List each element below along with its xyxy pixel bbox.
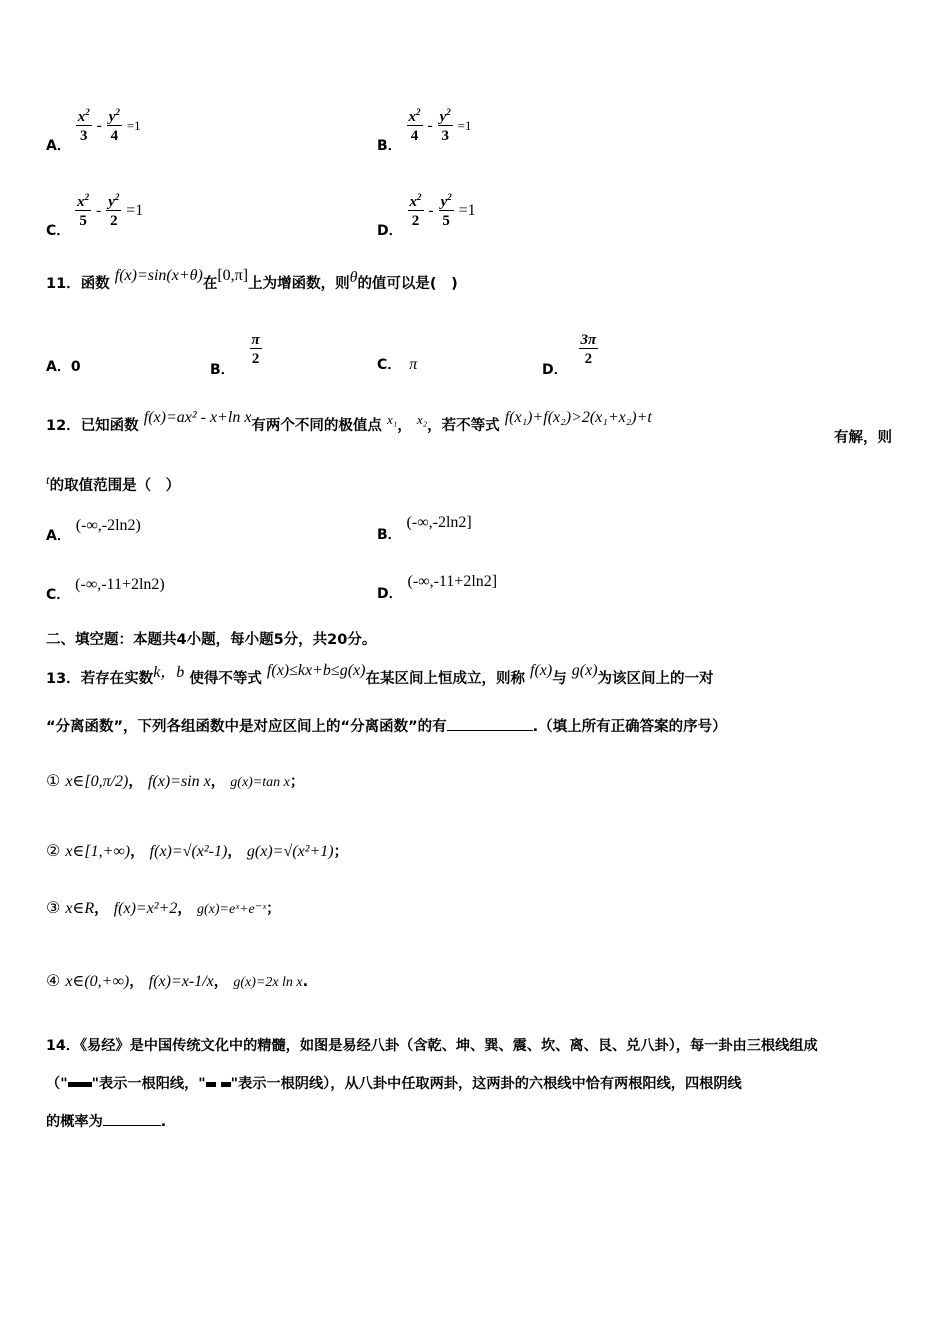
fraction-x2: $\frac{x^2}{5}$ [77,192,90,229]
item-domain: x∈R [65,900,95,917]
q13-item-3: ③ x∈R， f(x)=x²+2， g(x)=eˣ+e⁻ˣ； [46,900,281,917]
question-number: 13． [46,671,81,687]
item-g: g(x)=√(x²+1) [246,843,334,860]
item-mark: ③ [46,900,61,917]
answer-blank[interactable] [103,1125,161,1126]
q11-option-b: B． $\frac{\pi}{2}$ [210,332,260,378]
yang-line-icon [68,1082,92,1087]
function-g: g(x) [571,662,598,679]
fraction-x2: $\frac{x^2}{4}$ [408,107,421,144]
extreme-point-x2: x₂ [416,412,428,427]
q11-option-a: A．0 [46,359,81,375]
question-number: 11． [46,276,81,292]
q13-item-2: ② x∈[1,+∞)， f(x)=√(x²-1)， g(x)=√(x²+1)； [46,843,349,860]
real-numbers-kb: k，b [153,664,185,681]
q13-item-1: ① x∈[0,π/2)， f(x)=sin x， g(x)=tan x； [46,773,305,790]
item-mark: ④ [46,973,61,990]
q12-stem-end: 有解，则 [834,430,892,446]
q13-item-4: ④ x∈(0,+∞)， f(x)=x-1/x， g(x)=2x ln x. [46,973,309,990]
fraction-x2: $\frac{x^2}{2}$ [409,192,422,229]
answer-blank[interactable] [447,730,533,731]
inequality-expression: f(x)≤kx+b≤g(x) [266,662,366,679]
interval-expression: [0,π] [217,267,249,284]
function-expression: f(x)=sin(x+θ) [114,267,203,284]
q14-line2: （" "表示一根阳线，" "表示一根阴线），从八卦中任取两卦，这两卦的六根线中恰有两根阳线，四根阴线 [46,1076,742,1092]
q13-stem-line2: “分离函数”，下列各组函数中是对应区间上的“分离函数”的有 .（填上所有正确答案的序号） [46,719,727,735]
section-heading-fill-blank: 二、填空题：本题共4小题，每小题5分，共20分。 [46,632,377,648]
q10-option-c: C． $\frac{x^2}{5}$ - $\frac{y^2}{2}$ =1 [46,192,144,239]
q10-option-b: B． $\frac{x^2}{4}$ - $\frac{y^2}{3}$ =1 [377,107,472,154]
fraction-y2: $\frac{y^2}{2}$ [108,192,120,229]
option-label: A． [46,138,71,154]
equation-rhs: =1 [458,202,476,219]
item-mark: ② [46,843,61,860]
function-f: f(x) [530,662,553,679]
fraction-y2: $\frac{y^2}{5}$ [440,192,452,229]
q12-option-a: A． (-∞,-2ln2) [46,517,141,544]
q12-stem-line1: 12．已知函数 f(x)=ax² - x+ln x有两个不同的极值点 x₁， x₂，若不等式 f(x₁)+f(x₂)>2(x₁+x₂)+t [46,409,652,434]
item-g: g(x)=eˣ+e⁻ˣ [196,902,267,917]
q11-stem: 11．函数 f(x)=sin(x+θ)在[0,π]上为增函数，则θ的值可以是( ) [46,267,458,292]
item-domain: x∈(0,+∞) [65,973,130,990]
option-label: C． [46,223,71,239]
option-label: D． [377,223,403,239]
fraction-x2: $\frac{x^2}{3}$ [77,107,90,144]
function-expression: f(x)=ax² - x+ln x [143,409,252,426]
yin-line-icon [221,1082,231,1087]
fraction-y2: $\frac{y^2}{4}$ [108,107,120,144]
q12-option-c: C． (-∞,-11+2ln2) [46,576,165,603]
item-mark: ① [46,773,61,790]
yin-line-icon [206,1082,216,1087]
q10-option-a: A． $\frac{x^2}{3}$ - $\frac{y^2}{4}$ =1 [46,107,141,154]
q11-option-d: D． $\frac{3\pi}{2}$ [542,332,597,378]
item-g: g(x)=2x ln x [233,975,303,990]
q12-option-b: B． (-∞,-2ln2] [377,514,472,543]
q13-stem-line1: 13．若存在实数k，b 使得不等式 f(x)≤kx+b≤g(x)在某区间上恒成立，则称 f(x)与 g(x)为该区间上的一对 [46,662,714,687]
fraction-y2: $\frac{y^2}{3}$ [439,107,451,144]
fraction-3pi-over-2: $\frac{3\pi}{2}$ [580,332,597,367]
q12-option-d: D． (-∞,-11+2ln2] [377,573,498,602]
theta-variable: θ [349,269,358,286]
item-f: f(x)=x²+2 [113,900,178,917]
equation-rhs: =1 [457,118,472,133]
item-f: f(x)=x-1/x [148,973,214,990]
q10-option-d: D． $\frac{x^2}{2}$ - $\frac{y^2}{5}$ =1 [377,192,476,239]
item-f: f(x)=sin x [147,773,211,790]
inequality-expression: f(x₁)+f(x₂)>2(x₁+x₂)+t [504,409,652,426]
option-label: B． [377,138,402,154]
fraction-pi-over-2: $\frac{\pi}{2}$ [251,332,260,367]
item-g: g(x)=tan x [230,775,290,790]
item-f: f(x)=√(x²-1) [149,843,228,860]
item-domain: x∈[1,+∞) [65,843,131,860]
equation-rhs: =1 [126,202,144,219]
q14-line1: 14．《易经》是中国传统文化中的精髓，如图是易经八卦（含乾、坤、巽、震、坎、离、艮、兑八卦），每一卦由三根线组成 [46,1038,818,1054]
q14-line3: 的概率为 . [46,1114,167,1130]
q11-option-c: C． π [377,356,418,373]
extreme-point-x1: x₁ [386,412,398,427]
equation-rhs: =1 [126,118,141,133]
question-number: 12． [46,418,81,434]
q12-stem-line2: t的取值范围是（ ） [46,472,181,494]
t-variable: t [46,472,50,487]
item-domain: x∈[0,π/2) [65,773,129,790]
